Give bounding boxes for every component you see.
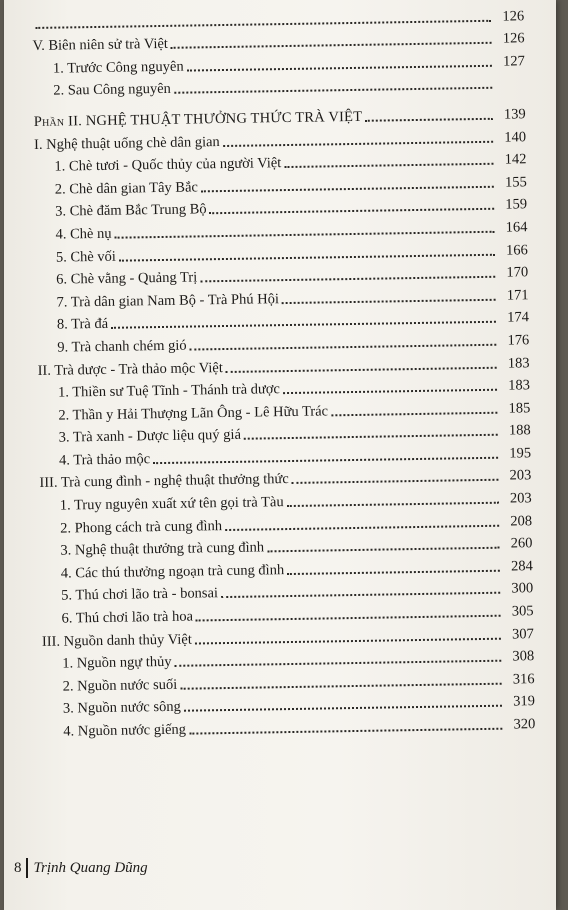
toc-entry-title: II. Trà dược - Trà thảo mộc Việt (37, 359, 223, 379)
toc-page-number: 183 (508, 377, 531, 394)
toc-entry-title: 1. Trước Công nguyên (52, 58, 184, 77)
toc-entry-title: 3. Chè đăm Bắc Trung Bộ (55, 201, 207, 221)
toc-page-number: 203 (509, 467, 532, 485)
toc-page-number: 170 (506, 264, 529, 281)
dot-leader (331, 411, 497, 416)
toc-entry-title: 1. Nguồn ngự thủy (62, 654, 172, 672)
toc-entry-title: I. Nghệ thuật uống chè dân gian (33, 133, 220, 153)
toc-entry-title: 5. Thú chơi lão trà - bonsai (61, 585, 219, 605)
toc-entry-title: 7. Trà dân gian Nam Bộ - Trà Phú Hội (56, 290, 280, 311)
toc-entry-title: 2. Nguồn nước suối (62, 676, 178, 695)
dot-leader (292, 479, 499, 484)
dot-leader (210, 208, 495, 214)
toc-page-number: 260 (510, 535, 533, 552)
dot-leader (221, 592, 500, 598)
dot-leader (189, 728, 502, 735)
toc-entry-title: Phần II. NGHỆ THUẬT THƯỞNG THỨC TRÀ VIỆT (33, 108, 363, 130)
toc-entry-title: III. Trà cung đình - nghệ thuật thưởng thức (39, 471, 289, 492)
toc-entry-title: 3. Trà xanh - Dược liệu quý giá (58, 427, 242, 446)
dot-leader (200, 276, 495, 283)
dot-leader (287, 570, 500, 575)
toc-entry-title: 2. Thần y Hải Thượng Lãn Ông - Lê Hữu Trác (58, 403, 329, 424)
toc-entry-title: 3. Nguồn nước sông (62, 699, 181, 718)
dot-leader (201, 186, 494, 193)
toc-entry-title: 8. Trà đá (56, 316, 109, 333)
toc-entry-title: 4. Nguồn nước giếng (63, 721, 187, 740)
toc-page-number: 155 (504, 174, 527, 191)
toc-page-number: 183 (507, 354, 530, 372)
dot-leader (365, 118, 493, 122)
toc-entry-title: V. Biên niên sử trà Việt (32, 36, 169, 55)
toc-entry-title: 2. Phong cách trà cung đình (60, 517, 223, 537)
toc-entry-title: 1. Chè tươi - Quốc thủy của người Việt (54, 155, 282, 175)
toc-entry-title: III. Nguồn danh thủy Việt (41, 631, 192, 650)
dot-leader (267, 547, 499, 553)
toc-page-number: 188 (508, 422, 531, 439)
dot-leader (282, 298, 496, 303)
table-of-contents (32, 2, 535, 741)
dot-leader (223, 140, 493, 146)
toc-entry-title: 4. Trà thảo mộc (58, 451, 151, 469)
toc-page-number: 140 (504, 128, 527, 146)
toc-page-number: 300 (511, 580, 534, 597)
dot-leader (174, 87, 492, 94)
toc-entry-title: 4. Các thú thưởng ngoạn trà cung đình (60, 561, 285, 582)
toc-page-number: 166 (505, 241, 528, 259)
dot-leader (225, 524, 499, 530)
toc-page-number: 126 (502, 30, 525, 47)
dot-leader (283, 389, 497, 394)
toc-page-number: 171 (506, 286, 529, 304)
page-footer (14, 858, 148, 878)
toc-page-number: 185 (508, 399, 531, 417)
dot-leader (287, 502, 499, 507)
toc-page-number: 208 (510, 512, 533, 530)
toc-page-number: 305 (511, 603, 534, 620)
toc-page-number: 195 (509, 445, 532, 462)
toc-entry-title: 6. Thú chơi lão trà hoa (61, 608, 194, 627)
toc-entry-title: 4. Chè nụ (55, 225, 112, 243)
toc-page-number: 127 (502, 53, 525, 70)
footer-divider (26, 858, 28, 878)
toc-page-number: 126 (502, 7, 525, 25)
toc-entry-title: 5. Chè vối (55, 248, 117, 266)
book-page (4, 0, 556, 910)
toc-page-number: 203 (509, 490, 532, 507)
toc-entry-title: 6. Chè vằng - Quảng Trị (56, 269, 198, 288)
page-number: 8 (14, 859, 22, 876)
toc-page-number: 139 (503, 106, 526, 123)
author-name: Trịnh Quang Dũng (33, 859, 148, 876)
dot-leader (244, 434, 498, 440)
toc-page-number: 308 (512, 648, 535, 665)
toc-page-number: 164 (505, 219, 528, 236)
toc-entry-title: 1. Truy nguyên xuất xứ tên gọi trà Tàu (59, 494, 284, 514)
dot-leader (284, 163, 493, 168)
toc-page-number: 307 (511, 625, 534, 643)
toc-page-number: 174 (507, 309, 530, 326)
toc-page-number: 316 (512, 671, 535, 688)
toc-entry-title: 1. Thiền sư Tuệ Tĩnh - Thánh trà dược (57, 381, 281, 401)
toc-entry-title: 2. Sau Công nguyên (53, 81, 171, 100)
toc-page-number: 142 (504, 151, 527, 168)
toc-entry-title: 2. Chè dân gian Tây Bắc (54, 179, 199, 198)
toc-entry-title: 9. Trà chanh chém gió (57, 337, 187, 356)
toc-page-number: 159 (505, 196, 528, 213)
toc-page-number: 320 (513, 716, 536, 733)
dot-leader (226, 366, 497, 372)
toc-page-number: 319 (513, 693, 536, 710)
toc-page-number: 284 (510, 558, 533, 575)
toc-entry-title: 3. Nghệ thuật thưởng trà cung đình (60, 539, 265, 559)
toc-page-number: 176 (507, 332, 530, 349)
